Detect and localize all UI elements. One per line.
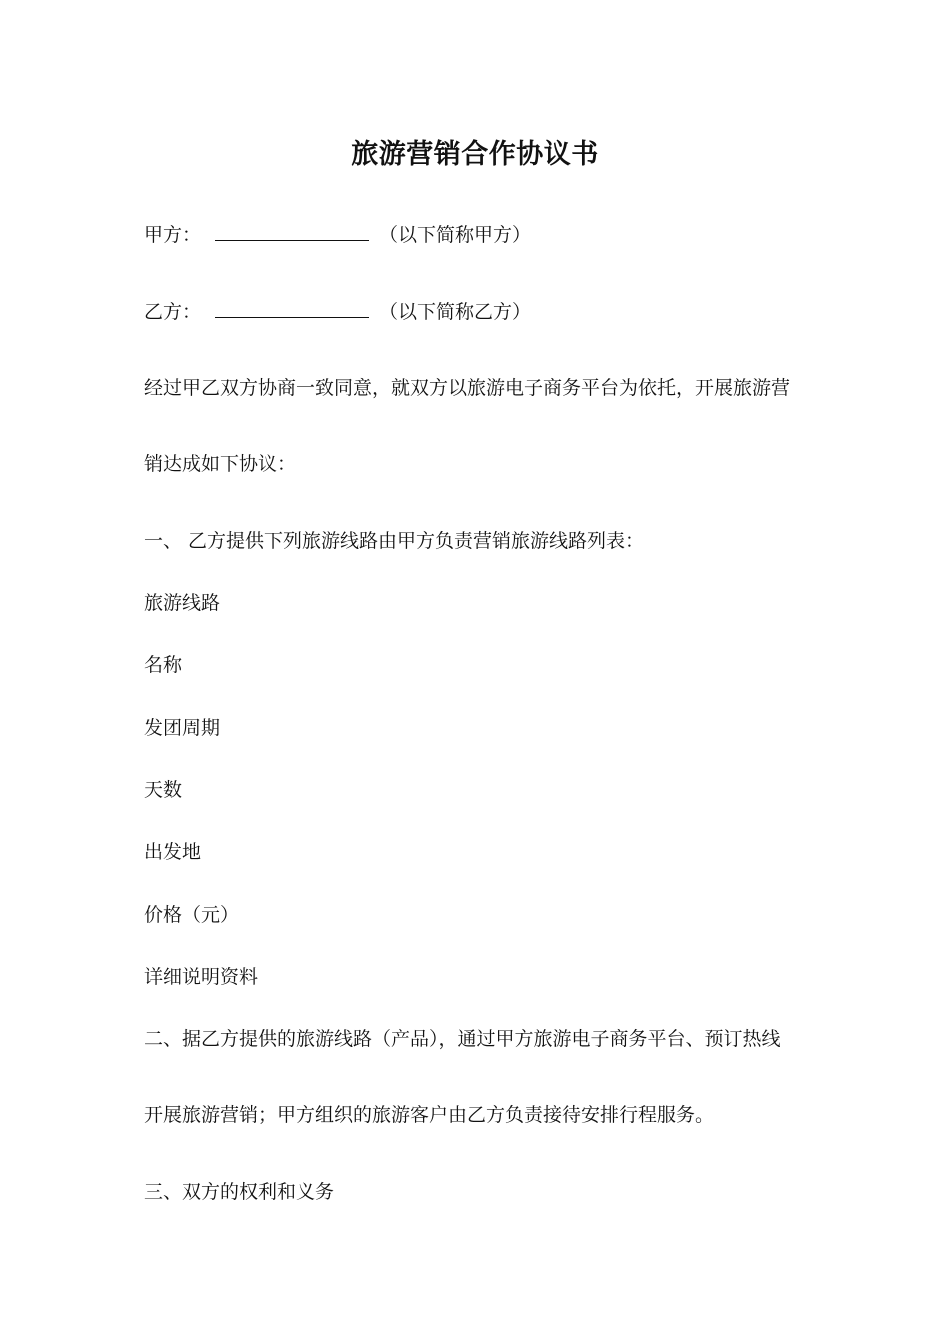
route-header-details: 详细说明资料 [144,966,259,988]
party-a-label: 甲方： [144,224,202,246]
party-a-blank [215,222,369,241]
route-header-departure-cycle: 发团周期 [144,717,221,739]
party-b-suffix: （以下简称乙方） [379,301,532,323]
intro-line-2: 销达成如下协议： [144,453,297,475]
route-header-days: 天数 [144,779,183,801]
route-header-name: 名称 [144,654,183,676]
intro-line-1: 经过甲乙双方协商一致同意，就双方以旅游电子商务平台为依托，开展旅游营 [144,377,791,399]
party-b-label: 乙方： [144,301,202,323]
section-2-line-1: 二、据乙方提供的旅游线路（产品），通过甲方旅游电子商务平台、预订热线 [144,1028,781,1050]
party-b-blank [215,299,369,318]
section-1-heading: 一、 乙方提供下列旅游线路由甲方负责营销旅游线路列表： [144,530,645,552]
section-3-heading: 三、双方的权利和义务 [144,1181,335,1203]
party-b-line [144,299,531,324]
document-title: 旅游营销合作协议书 [351,139,599,170]
section-2-line-2: 开展旅游营销；甲方组织的旅游客户由乙方负责接待安排行程服务。 [144,1104,715,1126]
route-header-price: 价格（元） [144,904,240,926]
route-header-departure-place: 出发地 [144,841,202,863]
party-a-suffix: （以下简称甲方） [379,224,532,246]
route-header-route: 旅游线路 [144,592,221,614]
party-a-line [144,222,531,247]
